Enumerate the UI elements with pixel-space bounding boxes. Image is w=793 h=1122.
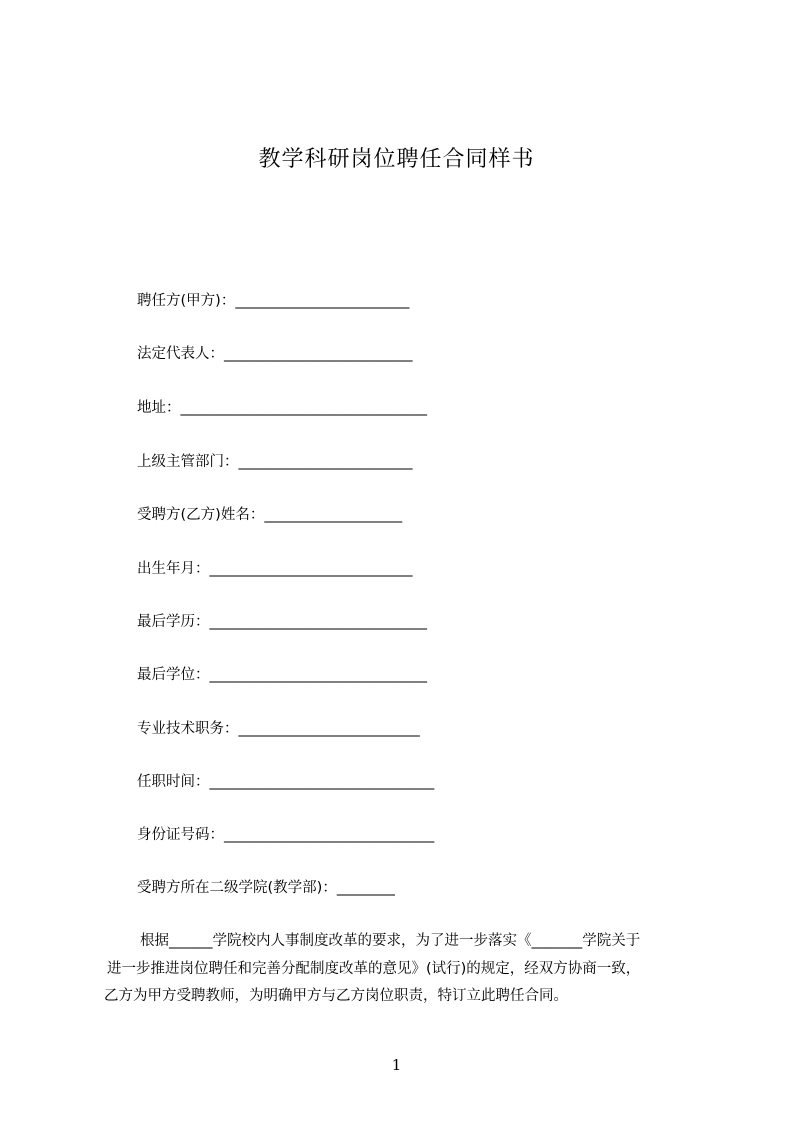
fill-blank[interactable]: _______________________________ xyxy=(209,774,435,790)
paragraph-line: 根据______学院校内人事制度改革的要求，为了进一步落实《_______学院关于 xyxy=(140,933,641,949)
field-label: 任职时间： xyxy=(137,774,210,790)
fill-blank[interactable]: __________________________________ xyxy=(180,400,427,416)
fill-blank[interactable]: ________________________ xyxy=(238,454,413,470)
fill-blank[interactable]: _____________________________ xyxy=(224,827,435,843)
intro-paragraph xyxy=(104,928,704,1011)
fill-blank[interactable]: __________________________ xyxy=(224,346,413,362)
field-supervising-department xyxy=(137,452,413,472)
fill-blank[interactable]: ______________________________ xyxy=(209,614,427,630)
paragraph-line: 进一步推进岗位聘任和完善分配制度改革的意见》(试行)的规定，经双方协商一致， xyxy=(107,960,641,977)
document-title: 教学科研岗位聘任合同样书 xyxy=(258,147,535,172)
paragraph-line: 乙方为甲方受聘教师，为明确甲方与乙方岗位职责，特订立此聘任合同。 xyxy=(104,988,568,1004)
field-label: 聘任方(甲方)： xyxy=(137,293,236,309)
field-label: 身份证号码： xyxy=(137,827,224,843)
fill-blank[interactable]: ____________________________ xyxy=(209,561,413,577)
field-label: 受聘方所在二级学院(教学部)： xyxy=(137,880,337,896)
field-label: 出生年月： xyxy=(137,561,210,577)
field-legal-representative xyxy=(137,344,413,364)
fill-blank[interactable]: _________________________ xyxy=(238,721,420,737)
field-employer xyxy=(137,291,409,311)
field-label: 上级主管部门： xyxy=(137,454,239,470)
field-address xyxy=(137,398,427,418)
field-label: 最后学位： xyxy=(137,667,210,683)
field-employee-name xyxy=(137,505,402,525)
field-label: 最后学历： xyxy=(137,614,210,630)
fill-blank[interactable]: ______________________________ xyxy=(209,667,427,683)
fill-blank[interactable]: ___________________ xyxy=(264,507,403,523)
field-id-number xyxy=(137,825,434,845)
field-birth-date xyxy=(137,559,413,579)
field-appointment-time xyxy=(137,772,434,792)
fill-blank[interactable]: ________ xyxy=(336,880,395,896)
field-education xyxy=(137,612,427,632)
field-label: 专业技术职务： xyxy=(137,721,239,737)
fill-blank[interactable]: ________________________ xyxy=(235,293,410,309)
field-degree xyxy=(137,665,427,685)
field-professional-title xyxy=(137,719,420,739)
field-label: 法定代表人： xyxy=(137,346,224,362)
page-number: 1 xyxy=(391,1056,402,1074)
field-label: 受聘方(乙方)姓名： xyxy=(137,507,265,523)
field-label: 地址： xyxy=(137,400,181,416)
field-college xyxy=(137,878,395,898)
